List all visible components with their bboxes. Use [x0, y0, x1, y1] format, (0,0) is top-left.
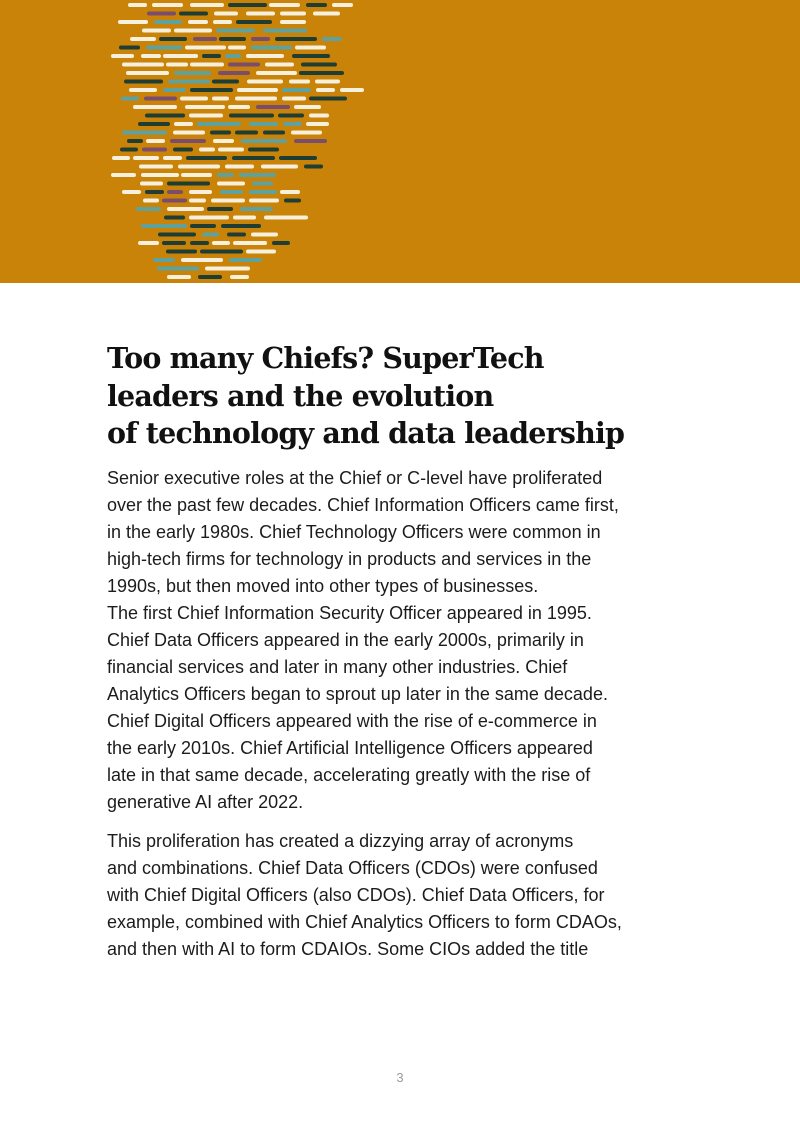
paragraph-line: This proliferation has created a dizzying array of acronyms — [107, 830, 574, 851]
paragraph-line: generative AI after 2022. — [107, 791, 304, 812]
paragraph-line: late in that same decade, accelerating greatly with the rise of — [107, 764, 591, 785]
paragraph-line: and combinations. Chief Data Officers (CDOs) were confused — [107, 857, 598, 878]
paragraph-line: financial services and later in many other industries. Chief — [107, 656, 568, 677]
body-paragraph — [107, 465, 707, 816]
paragraph-line: Senior executive roles at the Chief or C-level have proliferated — [107, 467, 603, 488]
paragraph-line: with Chief Digital Officers (also CDOs). Chief Data Officers, for — [107, 884, 605, 905]
article-body — [107, 465, 707, 963]
paragraph-line: example, combined with Chief Analytics Officers to form CDAOs, — [107, 911, 622, 932]
banner-stripe-art — [0, 0, 800, 283]
title-line: Too many Chiefs? SuperTech — [107, 341, 544, 375]
header-banner — [0, 0, 800, 283]
paragraph-line: in the early 1980s. Chief Technology Officers were common in — [107, 521, 601, 542]
body-paragraph — [107, 828, 707, 963]
article — [107, 340, 707, 975]
title-line: leaders and the evolution — [107, 378, 494, 413]
paragraph-line: Chief Data Officers appeared in the early 2000s, primarily in — [107, 629, 584, 650]
paragraph-line: and then with AI to form CDAIOs. Some CIOs added the title — [107, 938, 589, 959]
paragraph-line: The first Chief Information Security Officer appeared in 1995. — [107, 602, 592, 623]
article-title — [107, 340, 707, 453]
paragraph-line: Analytics Officers began to sprout up later in the same decade. — [107, 683, 608, 704]
page-number: 3 — [396, 1070, 404, 1085]
paragraph-line: over the past few decades. Chief Information Officers came first, — [107, 494, 619, 515]
title-line: of technology and data leadership — [107, 416, 625, 450]
paragraph-line: the early 2010s. Chief Artificial Intelligence Officers appeared — [107, 737, 593, 758]
paragraph-line: Chief Digital Officers appeared with the rise of e-commerce in — [107, 710, 597, 731]
paragraph-line: 1990s, but then moved into other types of businesses. — [107, 575, 539, 596]
paragraph-line: high-tech firms for technology in products and services in the — [107, 548, 592, 569]
